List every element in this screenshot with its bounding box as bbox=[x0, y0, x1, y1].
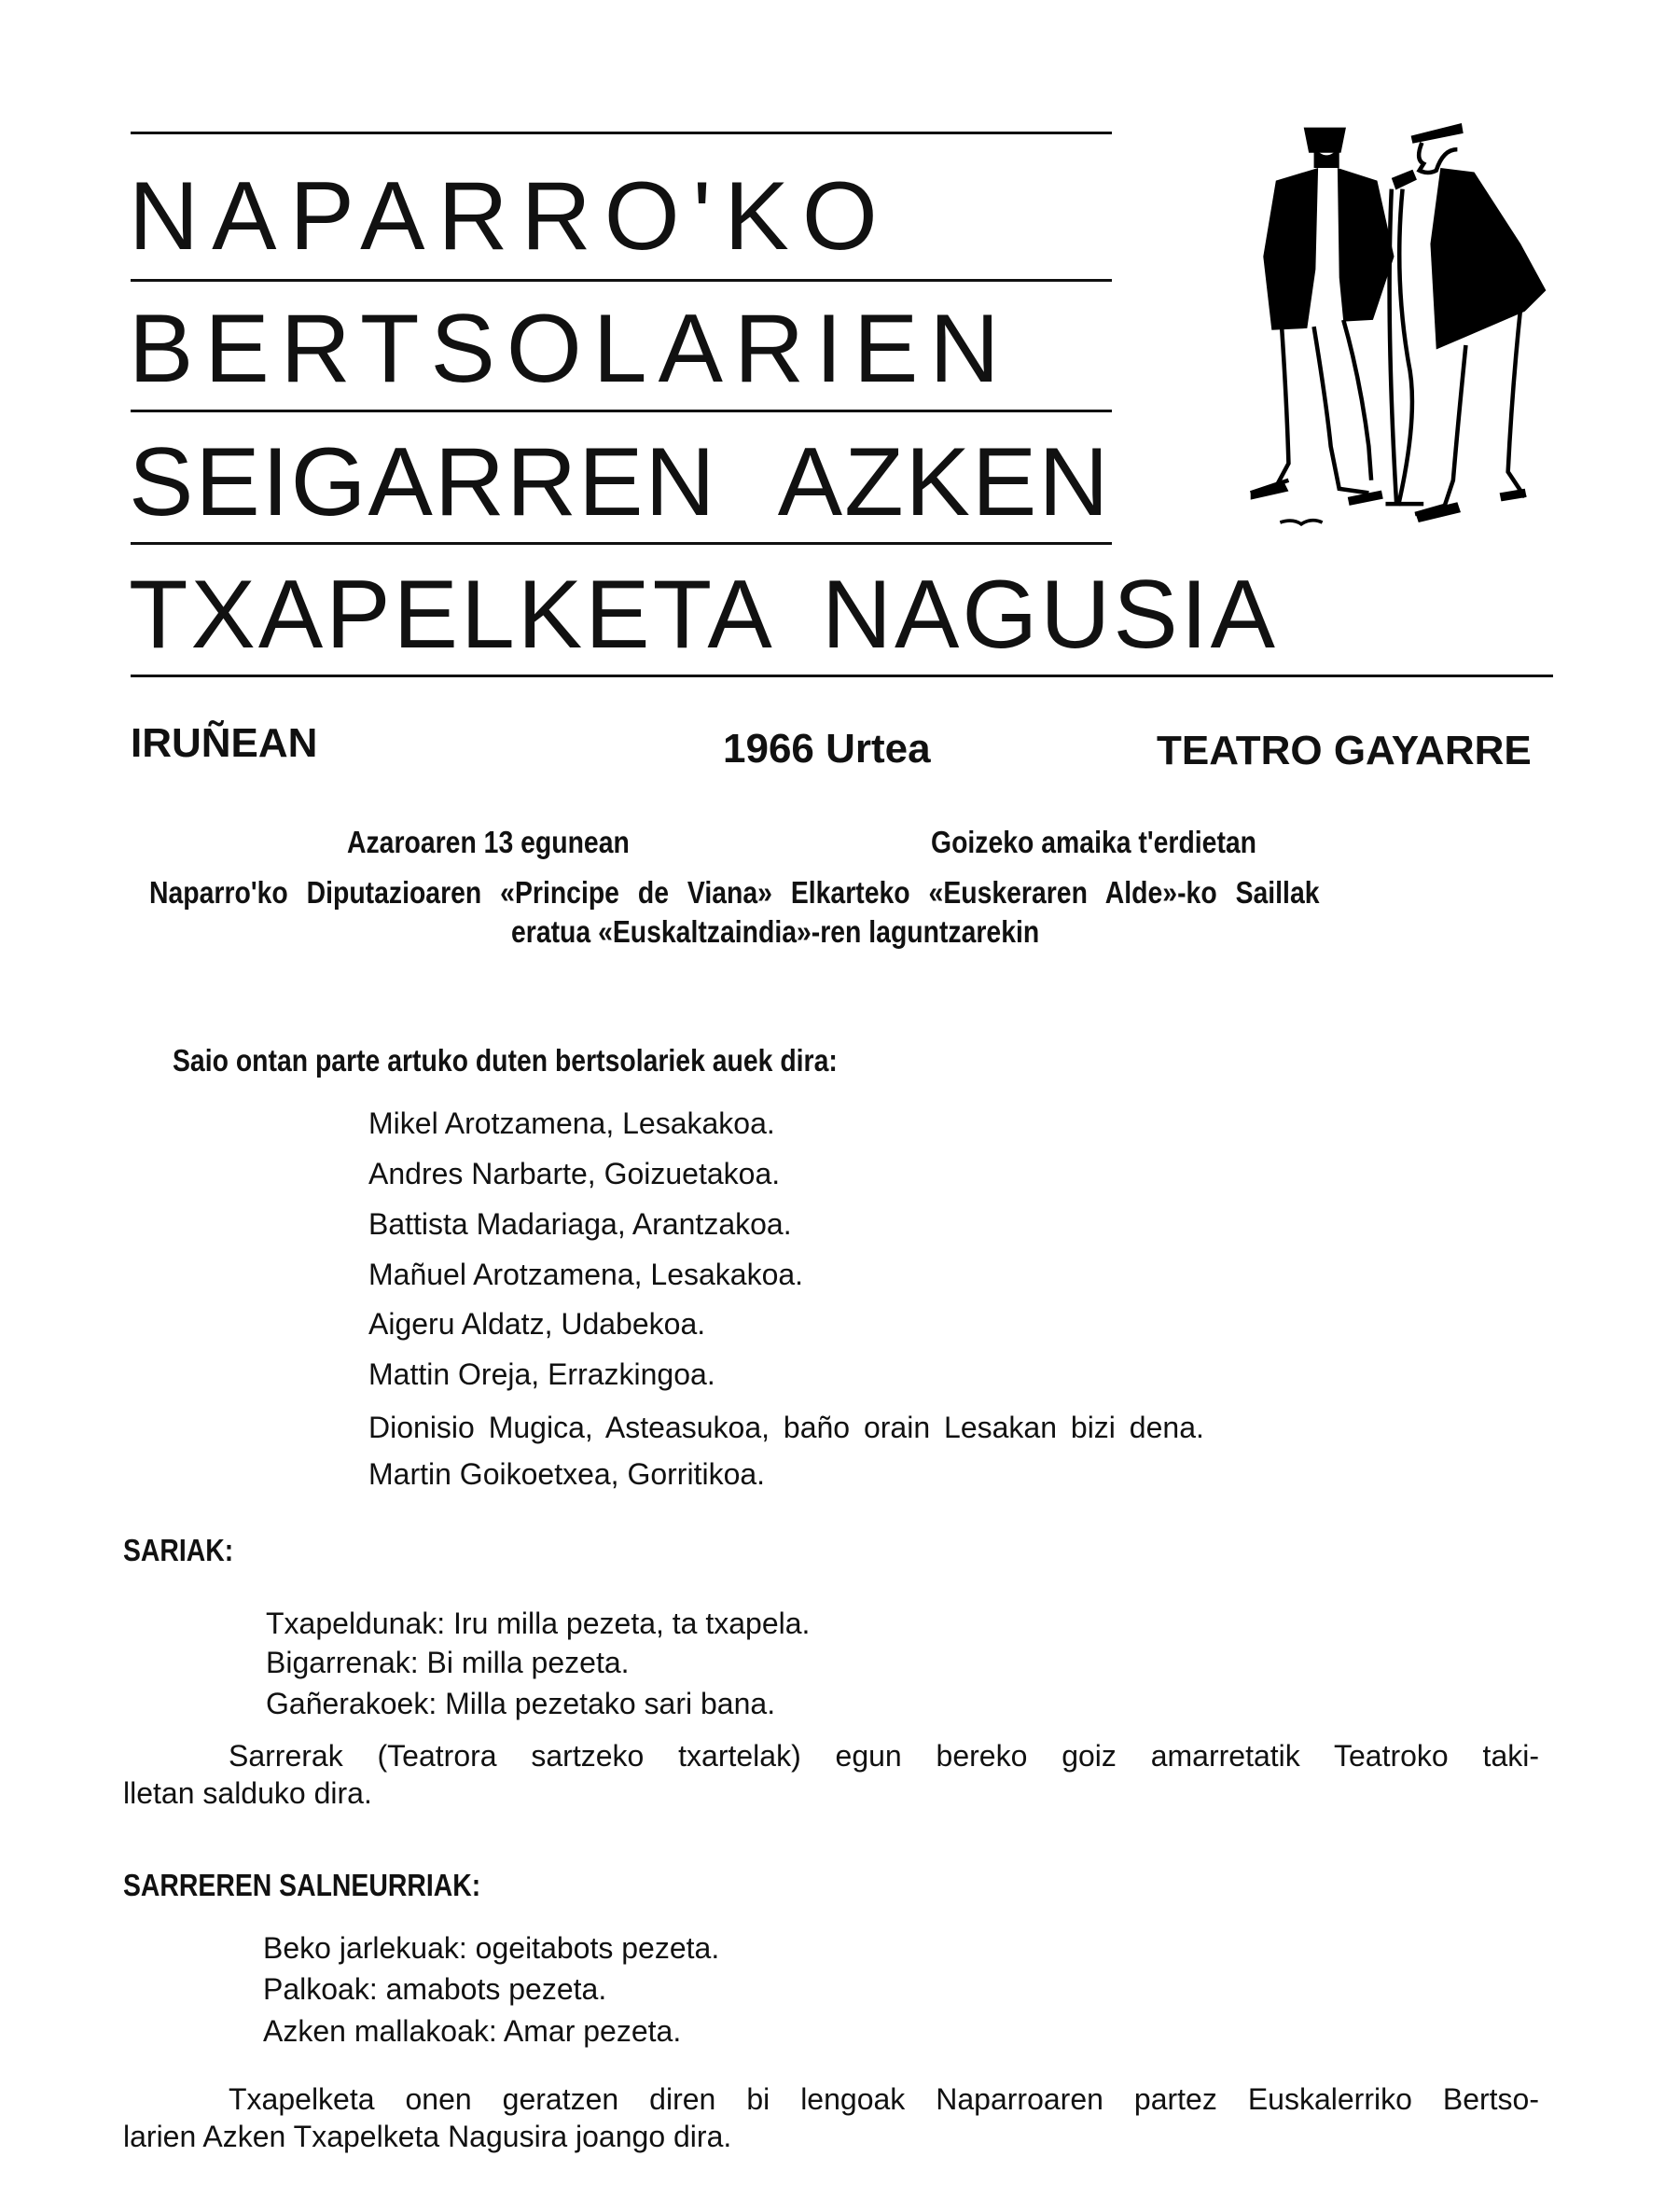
list-item: Mikel Arotzamena, Lesakakoa. bbox=[368, 1106, 775, 1140]
event-date: Azaroaren 13 egunean bbox=[347, 825, 630, 859]
list-item: Mañuel Arotzamena, Lesakakoa. bbox=[368, 1258, 804, 1291]
list-item: Dionisio Mugica, Asteasukoa, baño orain Lesakan bizi dena. bbox=[368, 1411, 1204, 1444]
closing-line-1: Txapelketa onen geratzen diren bi lengoak Naparroaren partez Euskalerriko Bertso- bbox=[229, 2082, 1539, 2116]
list-item: Andres Narbarte, Goizuetakoa. bbox=[368, 1157, 781, 1190]
price-item: Palkoak: amabots pezeta. bbox=[263, 1972, 607, 2006]
prize-item: Bigarrenak: Bi milla pezeta. bbox=[266, 1646, 630, 1679]
bertsolaris-illustration-icon bbox=[1213, 93, 1567, 597]
participants-intro: Saio ontan parte artuko duten bertsolariek auek dira: bbox=[173, 1043, 838, 1078]
prizes-heading: SARIAK: bbox=[123, 1533, 234, 1567]
place: IRUÑEAN bbox=[131, 720, 318, 766]
list-item: Martin Goikoetxea, Gorritikoa. bbox=[368, 1457, 766, 1491]
title-line-1: NAPARRO'KO bbox=[129, 162, 891, 271]
title-line-2: BERTSOLARIEN bbox=[129, 295, 1011, 403]
list-item: Mattin Oreja, Errazkingoa. bbox=[368, 1357, 715, 1391]
closing-line-2: larien Azken Txapelketa Nagusira joango dira. bbox=[123, 2120, 732, 2153]
list-item: Aigeru Aldatz, Udabekoa. bbox=[368, 1307, 706, 1341]
venue: TEATRO GAYARRE bbox=[1157, 728, 1532, 773]
title-line-3: SEIGARREN AZKEN bbox=[129, 428, 1111, 536]
title-rule-1 bbox=[131, 279, 1112, 282]
year: 1966 Urtea bbox=[723, 726, 931, 772]
price-item: Beko jarlekuak: ogeitabots pezeta. bbox=[263, 1931, 720, 1965]
event-time: Goizeko amaika t'erdietan bbox=[931, 825, 1257, 859]
title-rule-top bbox=[131, 132, 1112, 134]
organizer-line-1: Naparro'ko Diputazioaren «Principe de Viana» Elkarteko «Euskeraren Alde»-ko Saillak bbox=[149, 875, 1320, 910]
prices-heading: SARREREN SALNEURRIAK: bbox=[123, 1868, 481, 1902]
list-item: Battista Madariaga, Arantzakoa. bbox=[368, 1207, 792, 1241]
organizer-line-2: eratua «Euskaltzaindia»-ren laguntzarekin bbox=[511, 914, 1040, 949]
price-item: Azken mallakoak: Amar pezeta. bbox=[263, 2014, 682, 2048]
prize-item: Gañerakoek: Milla pezetako sari bana. bbox=[266, 1687, 776, 1720]
title-rule-2 bbox=[131, 410, 1112, 412]
title-rule-bottom bbox=[131, 675, 1553, 677]
title-rule-3 bbox=[131, 542, 1112, 545]
tickets-line-2: lletan salduko dira. bbox=[123, 1776, 372, 1810]
title-line-4: TXAPELKETA NAGUSIA bbox=[129, 561, 1279, 669]
tickets-line-1: Sarrerak (Teatrora sartzeko txartelak) egun bereko goiz amarretatik Teatroko taki- bbox=[229, 1739, 1539, 1773]
prize-item: Txapeldunak: Iru milla pezeta, ta txapela. bbox=[266, 1607, 811, 1640]
